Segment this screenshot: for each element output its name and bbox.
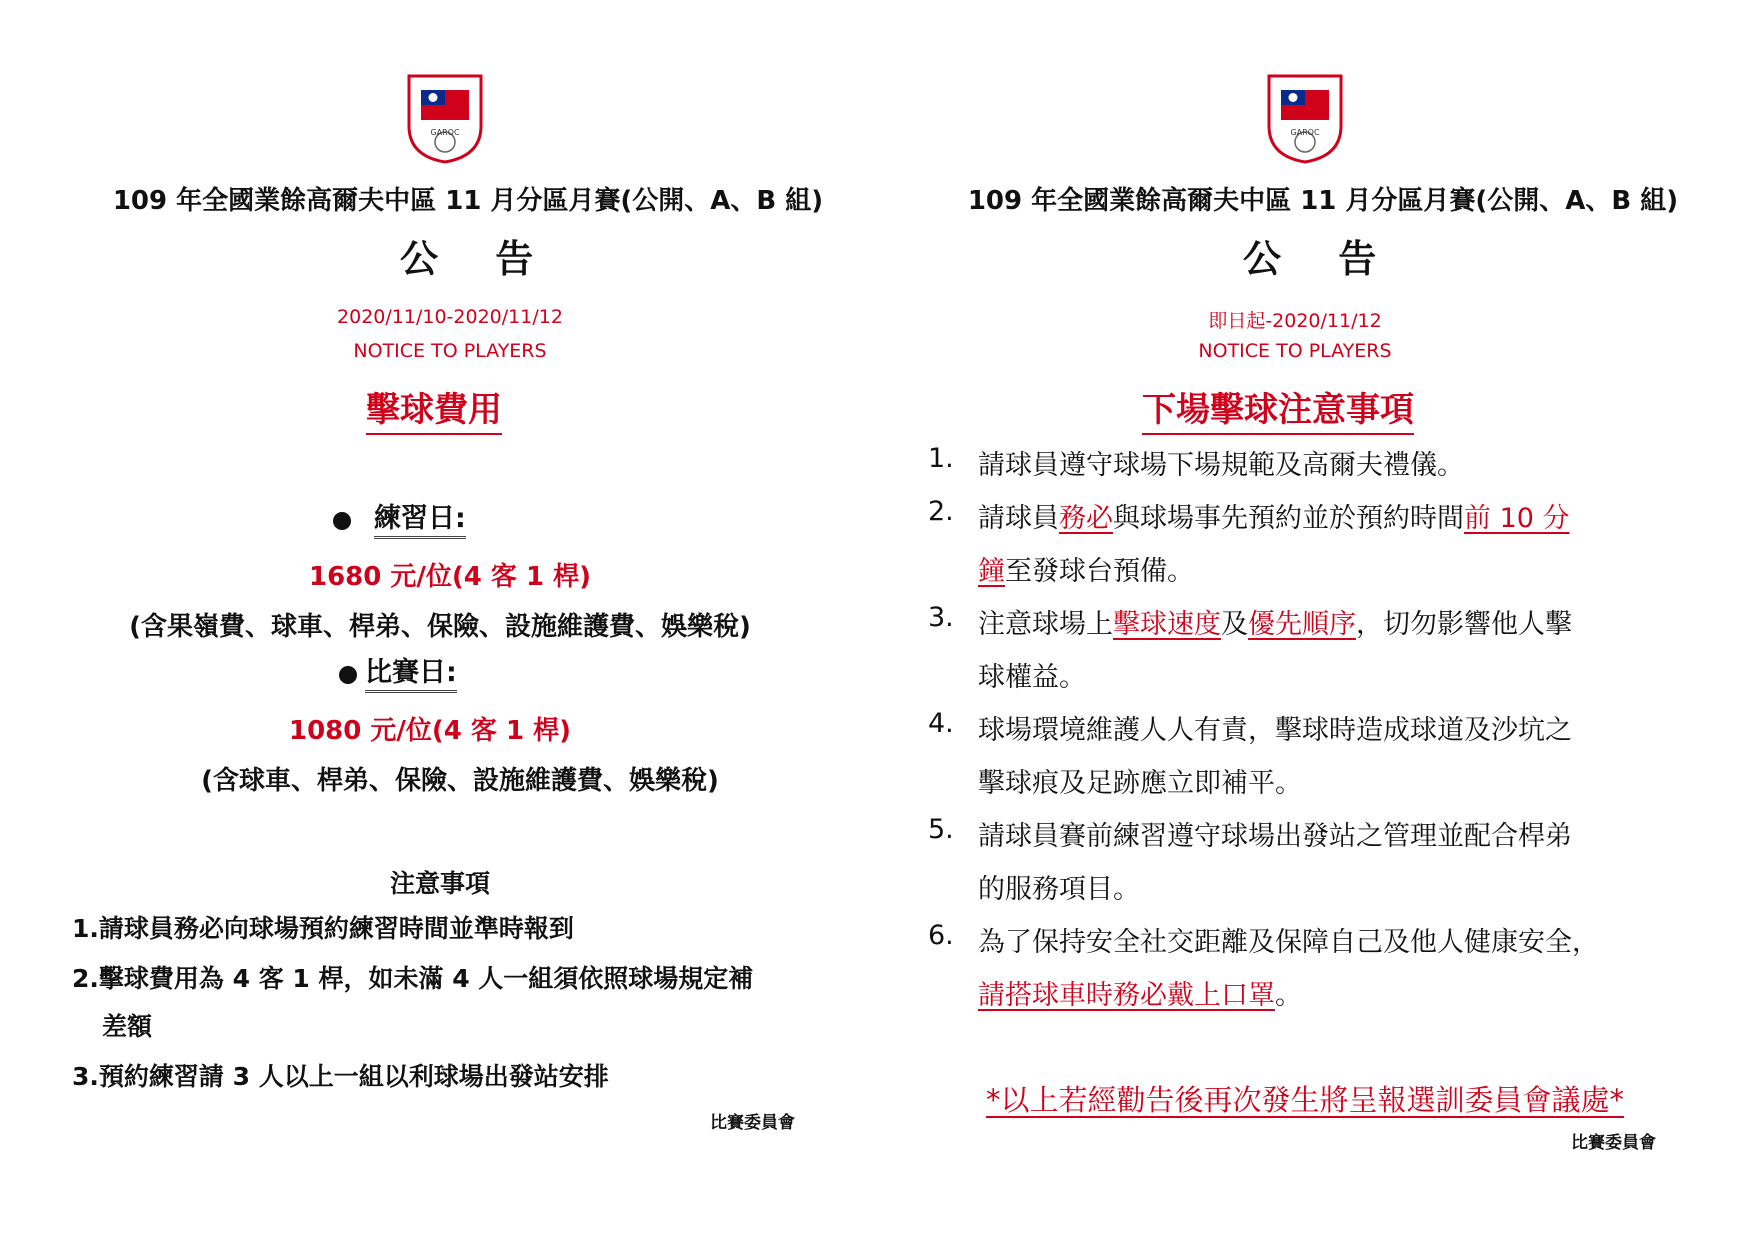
notice-to-players: NOTICE TO PLAYERS [1198,340,1392,362]
signature: 比賽委員會 [1571,1133,1656,1153]
left-notice-panel [60,0,824,1241]
svg-text:GAROC: GAROC [430,128,460,137]
warning-note: *以上若經勸告後再次發生將呈報選訓委員會議處* [985,1083,1624,1117]
rule-item-4-cont: 擊球痕及足跡應立即補平。 [978,768,1302,799]
practice-day-price: 1680 元/位(4 客 1 桿) [308,562,591,592]
bullet-icon [333,512,351,530]
rule-item-5-cont: 的服務項目。 [978,874,1140,905]
announcement-heading: 公 告 [1243,237,1399,281]
note-item: 3.預約練習請 3 人以上一組以利球場出發站安排 [72,1062,609,1091]
garoc-emblem-icon [405,72,485,164]
note-item: 1.請球員務必向球場預約練習時間並準時報到 [72,914,574,943]
right-notice-panel [915,0,1705,1241]
rule-item-2-cont: 鐘至發球台預備。 [978,556,1194,587]
practice-day-label: 練習日: [374,502,466,539]
rule-item-6-cont: 請搭球車時務必戴上口罩。 [978,980,1302,1011]
rule-item-3: 注意球場上擊球速度及優先順序，切勿影響他人擊 [978,609,1572,640]
item-number: 4. [928,708,954,739]
event-title: 109 年全國業餘高爾夫中區 11 月分區月賽(公開、A、B 組) [112,186,824,216]
rules-subject: 下場擊球注意事項 [1142,382,1414,435]
item-number: 5. [928,814,954,845]
item-number: 3. [928,602,954,633]
notes-title: 注意事項 [390,869,491,898]
fee-subject: 擊球費用 [366,382,502,435]
rule-item-5: 請球員賽前練習遵守球場出發站之管理並配合桿弟 [978,821,1572,852]
match-day-includes: (含球車、桿弟、保險、設施維護費、娛樂稅) [201,766,719,796]
svg-text:GAROC: GAROC [1290,128,1320,137]
announcement-heading: 公 告 [400,237,556,281]
item-number: 1. [928,443,954,474]
date-range: 2020/11/10-2020/11/12 [337,306,563,328]
date-range: 即日起-2020/11/12 [1208,310,1382,332]
practice-day-includes: (含果嶺費、球車、桿弟、保險、設施維護費、娛樂稅) [129,612,751,642]
note-item: 2.擊球費用為 4 客 1 桿，如未滿 4 人一組須依照球場規定補 [72,964,754,993]
note-item: 差額 [102,1012,153,1041]
garoc-emblem-icon [1265,72,1345,164]
signature: 比賽委員會 [710,1113,795,1133]
bullet-icon [339,666,357,684]
rule-item-4: 球場環境維護人人有責，擊球時造成球道及沙坑之 [978,715,1572,746]
rule-item-1: 請球員遵守球場下場規範及高爾夫禮儀。 [978,450,1464,481]
rule-item-2: 請球員務必與球場事先預約並於預約時間前 10 分 [978,503,1570,534]
event-title: 109 年全國業餘高爾夫中區 11 月分區月賽(公開、A、B 組) [967,186,1679,216]
item-number: 6. [928,920,954,951]
match-day-label: 比賽日: [365,656,457,693]
item-number: 2. [928,496,954,527]
rule-item-6: 為了保持安全社交距離及保障自己及他人健康安全， [978,927,1599,958]
match-day-price: 1080 元/位(4 客 1 桿) [288,716,571,746]
notice-to-players: NOTICE TO PLAYERS [353,340,547,362]
rule-item-3-cont: 球權益。 [978,662,1086,693]
